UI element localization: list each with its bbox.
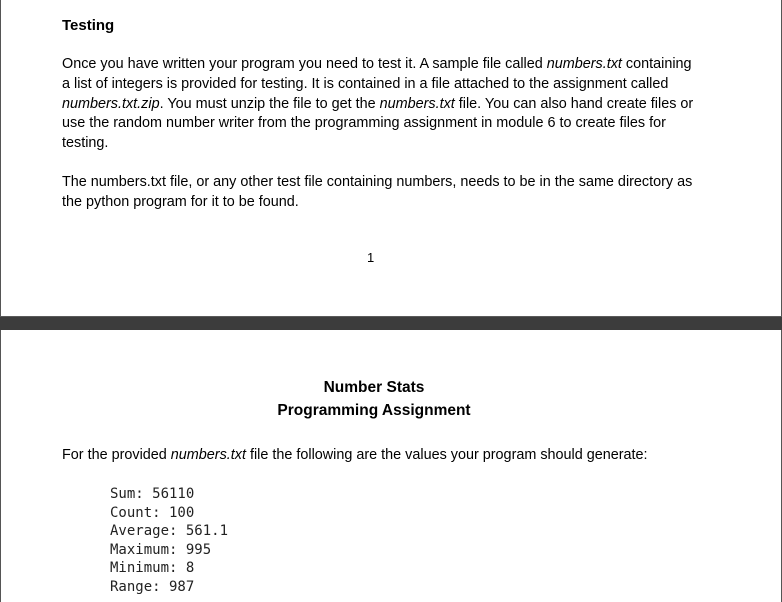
stat-range: Range: 987 bbox=[110, 578, 195, 595]
filename-emphasis: numbers.txt bbox=[379, 95, 455, 112]
page-subtitle: Programming Assignment bbox=[277, 402, 471, 419]
section-heading: Testing bbox=[62, 17, 115, 34]
page-title: Number Stats bbox=[323, 379, 425, 396]
paragraph-text: For the provided bbox=[62, 447, 171, 463]
page-number: 1 bbox=[367, 250, 375, 265]
stat-count: Count: 100 bbox=[110, 504, 195, 521]
paragraph-text: file the following are the values your program should generate: bbox=[245, 447, 648, 463]
stat-sum: Sum: 56110 bbox=[110, 486, 195, 502]
paragraph-text: containing a list of integers is provided for testing. It is contained in a file attached to the assignment called bbox=[62, 56, 692, 92]
directory-paragraph: The numbers.txt file, or any other test file containing numbers, needs to be in the same directory as the python program for it to be found. bbox=[62, 174, 693, 210]
expected-output-block bbox=[110, 485, 228, 596]
intro-paragraph bbox=[62, 447, 648, 463]
filename-emphasis: numbers.txt bbox=[170, 447, 246, 463]
stat-maximum: Maximum: 995 bbox=[110, 541, 212, 558]
paragraph-text: file. You can also hand create files or use the random number writer from the programming assignment in module 6 to create files for testing. bbox=[62, 95, 694, 152]
filename-emphasis: numbers.txt bbox=[546, 56, 622, 72]
filename-emphasis: numbers.txt.zip bbox=[62, 95, 160, 112]
paragraph-text: Once you have written your program you need to test it. A sample file called bbox=[62, 56, 547, 72]
document-page-2 bbox=[0, 330, 782, 602]
page-break-divider bbox=[0, 316, 782, 330]
testing-paragraph bbox=[62, 55, 702, 154]
paragraph-text: . You must unzip the file to get the bbox=[159, 95, 380, 112]
stat-average: Average: 561.1 bbox=[110, 523, 229, 539]
stat-minimum: Minimum: 8 bbox=[110, 560, 195, 576]
